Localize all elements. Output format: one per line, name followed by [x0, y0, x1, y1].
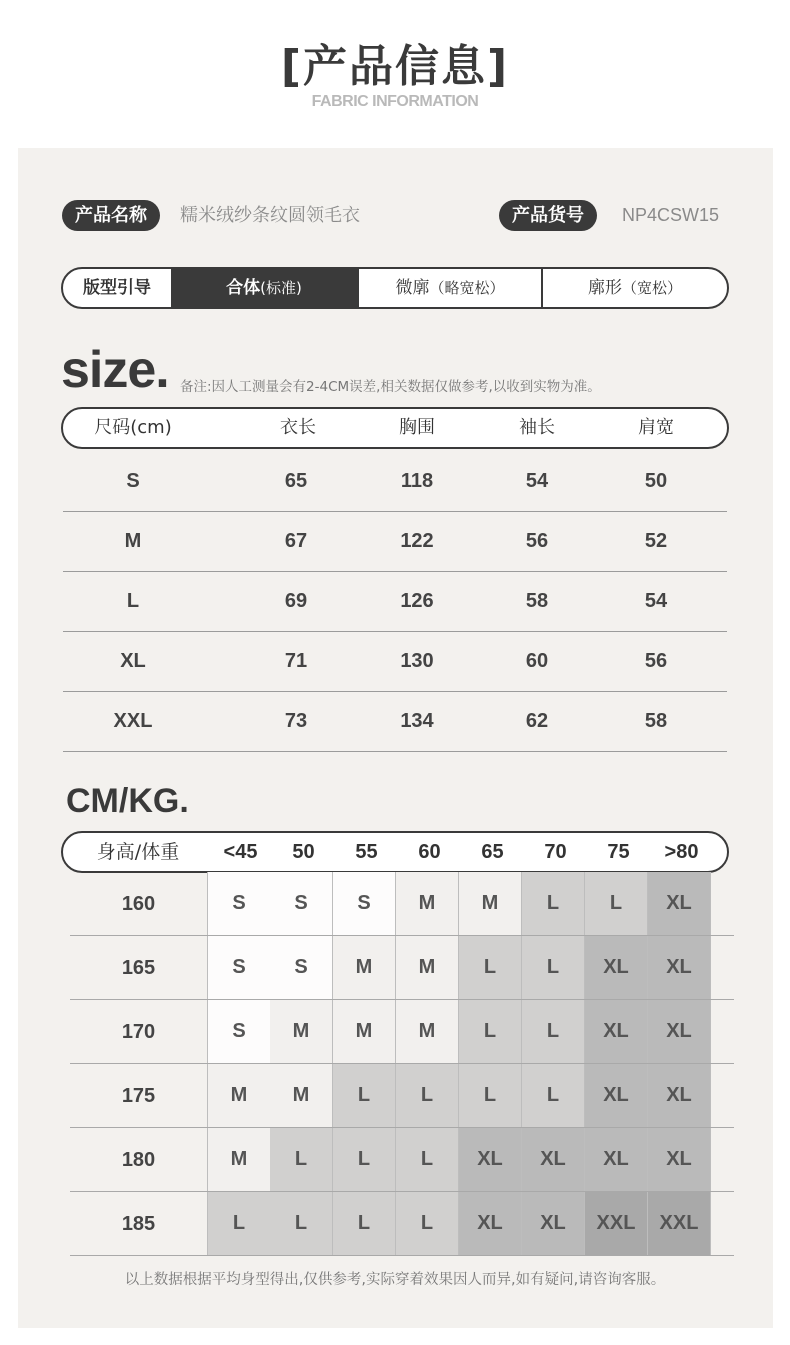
weight-header: 65 — [481, 841, 504, 863]
footer-note: 以上数据根据平均身型得出,仅供参考,实际穿着效果因人而异,如有疑问,请咨询客服。 — [124, 1272, 666, 1288]
size-cell: L — [522, 1064, 585, 1127]
size-cell: M — [333, 936, 396, 999]
row-divider — [63, 751, 727, 752]
size-cell: XL — [648, 936, 711, 999]
measurement-value: 118 — [400, 470, 434, 492]
column-header: 胸围 — [399, 417, 435, 438]
size-cell: L — [522, 1000, 585, 1063]
size-table-header — [61, 407, 729, 449]
measurement-value: 62 — [525, 710, 549, 732]
size-cell: L — [522, 872, 585, 935]
size-cell: L — [333, 1128, 396, 1191]
size-heading: size. — [61, 341, 169, 399]
table-row — [70, 872, 734, 936]
fit-option-main: 微廓 — [395, 278, 430, 298]
size-cell: M — [207, 1064, 271, 1127]
table-row — [63, 511, 727, 571]
size-cell: XL — [459, 1192, 522, 1255]
size-cell: XL — [585, 936, 648, 999]
fit-option-oversized — [543, 269, 727, 307]
size-cell: XL — [648, 1000, 711, 1063]
size-cell: L — [459, 936, 522, 999]
size-label: XL — [120, 650, 146, 672]
size-cell: L — [270, 1128, 333, 1191]
table-row — [63, 691, 727, 751]
size-label: XXL — [113, 710, 153, 732]
fit-guide-bar — [61, 267, 729, 309]
measurement-value: 122 — [400, 530, 434, 552]
fit-option-sub: （略宽松） — [429, 279, 505, 297]
size-cell: L — [396, 1192, 459, 1255]
weight-header: 60 — [418, 841, 441, 863]
weight-header: <45 — [223, 841, 258, 863]
table-row — [70, 1192, 734, 1256]
size-label: M — [124, 530, 142, 552]
height-label: 170 — [121, 1021, 156, 1043]
measurement-value: 52 — [644, 530, 668, 552]
size-cell: XXL — [648, 1192, 711, 1255]
measurement-value: 126 — [400, 590, 434, 612]
measurement-value: 56 — [525, 530, 549, 552]
column-header: 肩宽 — [638, 417, 674, 438]
size-cell: M — [396, 872, 459, 935]
measurement-value: 73 — [284, 710, 308, 732]
size-cell: M — [459, 872, 522, 935]
size-note: 备注:因人工测量会有2-4CM误差,相关数据仅做参考,以收到实物为准。 — [180, 379, 601, 395]
size-cell: XL — [585, 1064, 648, 1127]
size-cell: S — [333, 872, 396, 935]
fit-option-sub: （宽松） — [621, 279, 682, 297]
size-cell: S — [207, 936, 271, 999]
table-row — [63, 631, 727, 691]
table-row — [70, 1128, 734, 1192]
size-cell: M — [396, 936, 459, 999]
size-cell: M — [270, 1064, 333, 1127]
size-cell: XL — [648, 1128, 711, 1191]
measurement-value: 65 — [284, 470, 308, 492]
product-code-label: 产品货号 — [499, 200, 597, 231]
corner-label: 身高/体重 — [96, 841, 180, 863]
page-title: [产品信息] — [280, 41, 510, 92]
measurement-value: 54 — [525, 470, 549, 492]
size-label: L — [126, 590, 140, 612]
product-name-label: 产品名称 — [62, 200, 160, 231]
height-label: 175 — [121, 1085, 156, 1107]
measurement-value: 67 — [284, 530, 308, 552]
size-label: S — [126, 470, 140, 492]
table-row — [63, 571, 727, 631]
recommend-table-header — [61, 831, 729, 873]
product-code-value: NP4CSW15 — [622, 205, 720, 225]
column-header: 袖长 — [519, 417, 555, 438]
size-cell: L — [270, 1192, 333, 1255]
size-cell: L — [459, 1000, 522, 1063]
size-cell: L — [585, 872, 648, 935]
size-cell: M — [333, 1000, 396, 1063]
size-cell: L — [396, 1128, 459, 1191]
fit-guide-label: 版型引导 — [83, 278, 151, 298]
size-cell: L — [207, 1192, 271, 1255]
size-cell: XL — [648, 1064, 711, 1127]
measurement-value: 58 — [644, 710, 668, 732]
table-row — [70, 1000, 734, 1064]
height-label: 180 — [121, 1149, 156, 1171]
size-cell: XXL — [585, 1192, 648, 1255]
size-cell: XL — [585, 1000, 648, 1063]
size-cell: L — [333, 1192, 396, 1255]
size-cell: L — [459, 1064, 522, 1127]
size-cell: L — [396, 1064, 459, 1127]
measurement-value: 50 — [644, 470, 668, 492]
measurement-value: 60 — [525, 650, 549, 672]
size-cell: XL — [459, 1128, 522, 1191]
weight-header: >80 — [664, 841, 699, 863]
height-label: 185 — [121, 1213, 156, 1235]
table-row — [70, 936, 734, 1000]
size-cell: S — [207, 872, 271, 935]
fit-option-sub: (标准) — [260, 279, 302, 297]
page-subtitle: FABRIC INFORMATION — [311, 93, 479, 110]
row-divider — [70, 1255, 734, 1256]
size-cell: S — [270, 936, 333, 999]
weight-header: 75 — [607, 841, 630, 863]
size-cell: XL — [522, 1192, 585, 1255]
weight-header: 55 — [355, 841, 378, 863]
size-cell: XL — [522, 1128, 585, 1191]
height-label: 160 — [121, 893, 156, 915]
measurement-value: 54 — [644, 590, 668, 612]
fit-option-main: 廓形 — [587, 278, 622, 298]
size-cell: S — [207, 1000, 271, 1063]
height-label: 165 — [121, 957, 156, 979]
measurement-value: 58 — [525, 590, 549, 612]
column-header: 衣长 — [280, 417, 316, 438]
table-row — [63, 451, 727, 511]
measurement-value: 71 — [284, 650, 308, 672]
size-cell: S — [270, 872, 333, 935]
size-cell: XL — [585, 1128, 648, 1191]
size-cell: M — [270, 1000, 333, 1063]
size-cell: M — [207, 1128, 271, 1191]
size-cell: M — [396, 1000, 459, 1063]
weight-header: 70 — [544, 841, 567, 863]
size-cell: L — [522, 936, 585, 999]
size-cell: L — [333, 1064, 396, 1127]
fit-option-loose — [359, 269, 541, 307]
measurement-value: 56 — [644, 650, 668, 672]
measurement-value: 134 — [400, 710, 434, 732]
table-row — [70, 1064, 734, 1128]
product-name-value: 糯米绒纱条纹圆领毛衣 — [180, 205, 360, 226]
fit-option-main: 合体 — [226, 278, 261, 298]
measurement-value: 69 — [284, 590, 308, 612]
measurement-value: 130 — [400, 650, 434, 672]
fit-option-standard — [171, 269, 357, 307]
recommend-heading: CM/KG. — [66, 782, 189, 820]
weight-header: 50 — [292, 841, 315, 863]
size-cell: XL — [648, 872, 711, 935]
column-header: 尺码(cm) — [94, 417, 172, 438]
